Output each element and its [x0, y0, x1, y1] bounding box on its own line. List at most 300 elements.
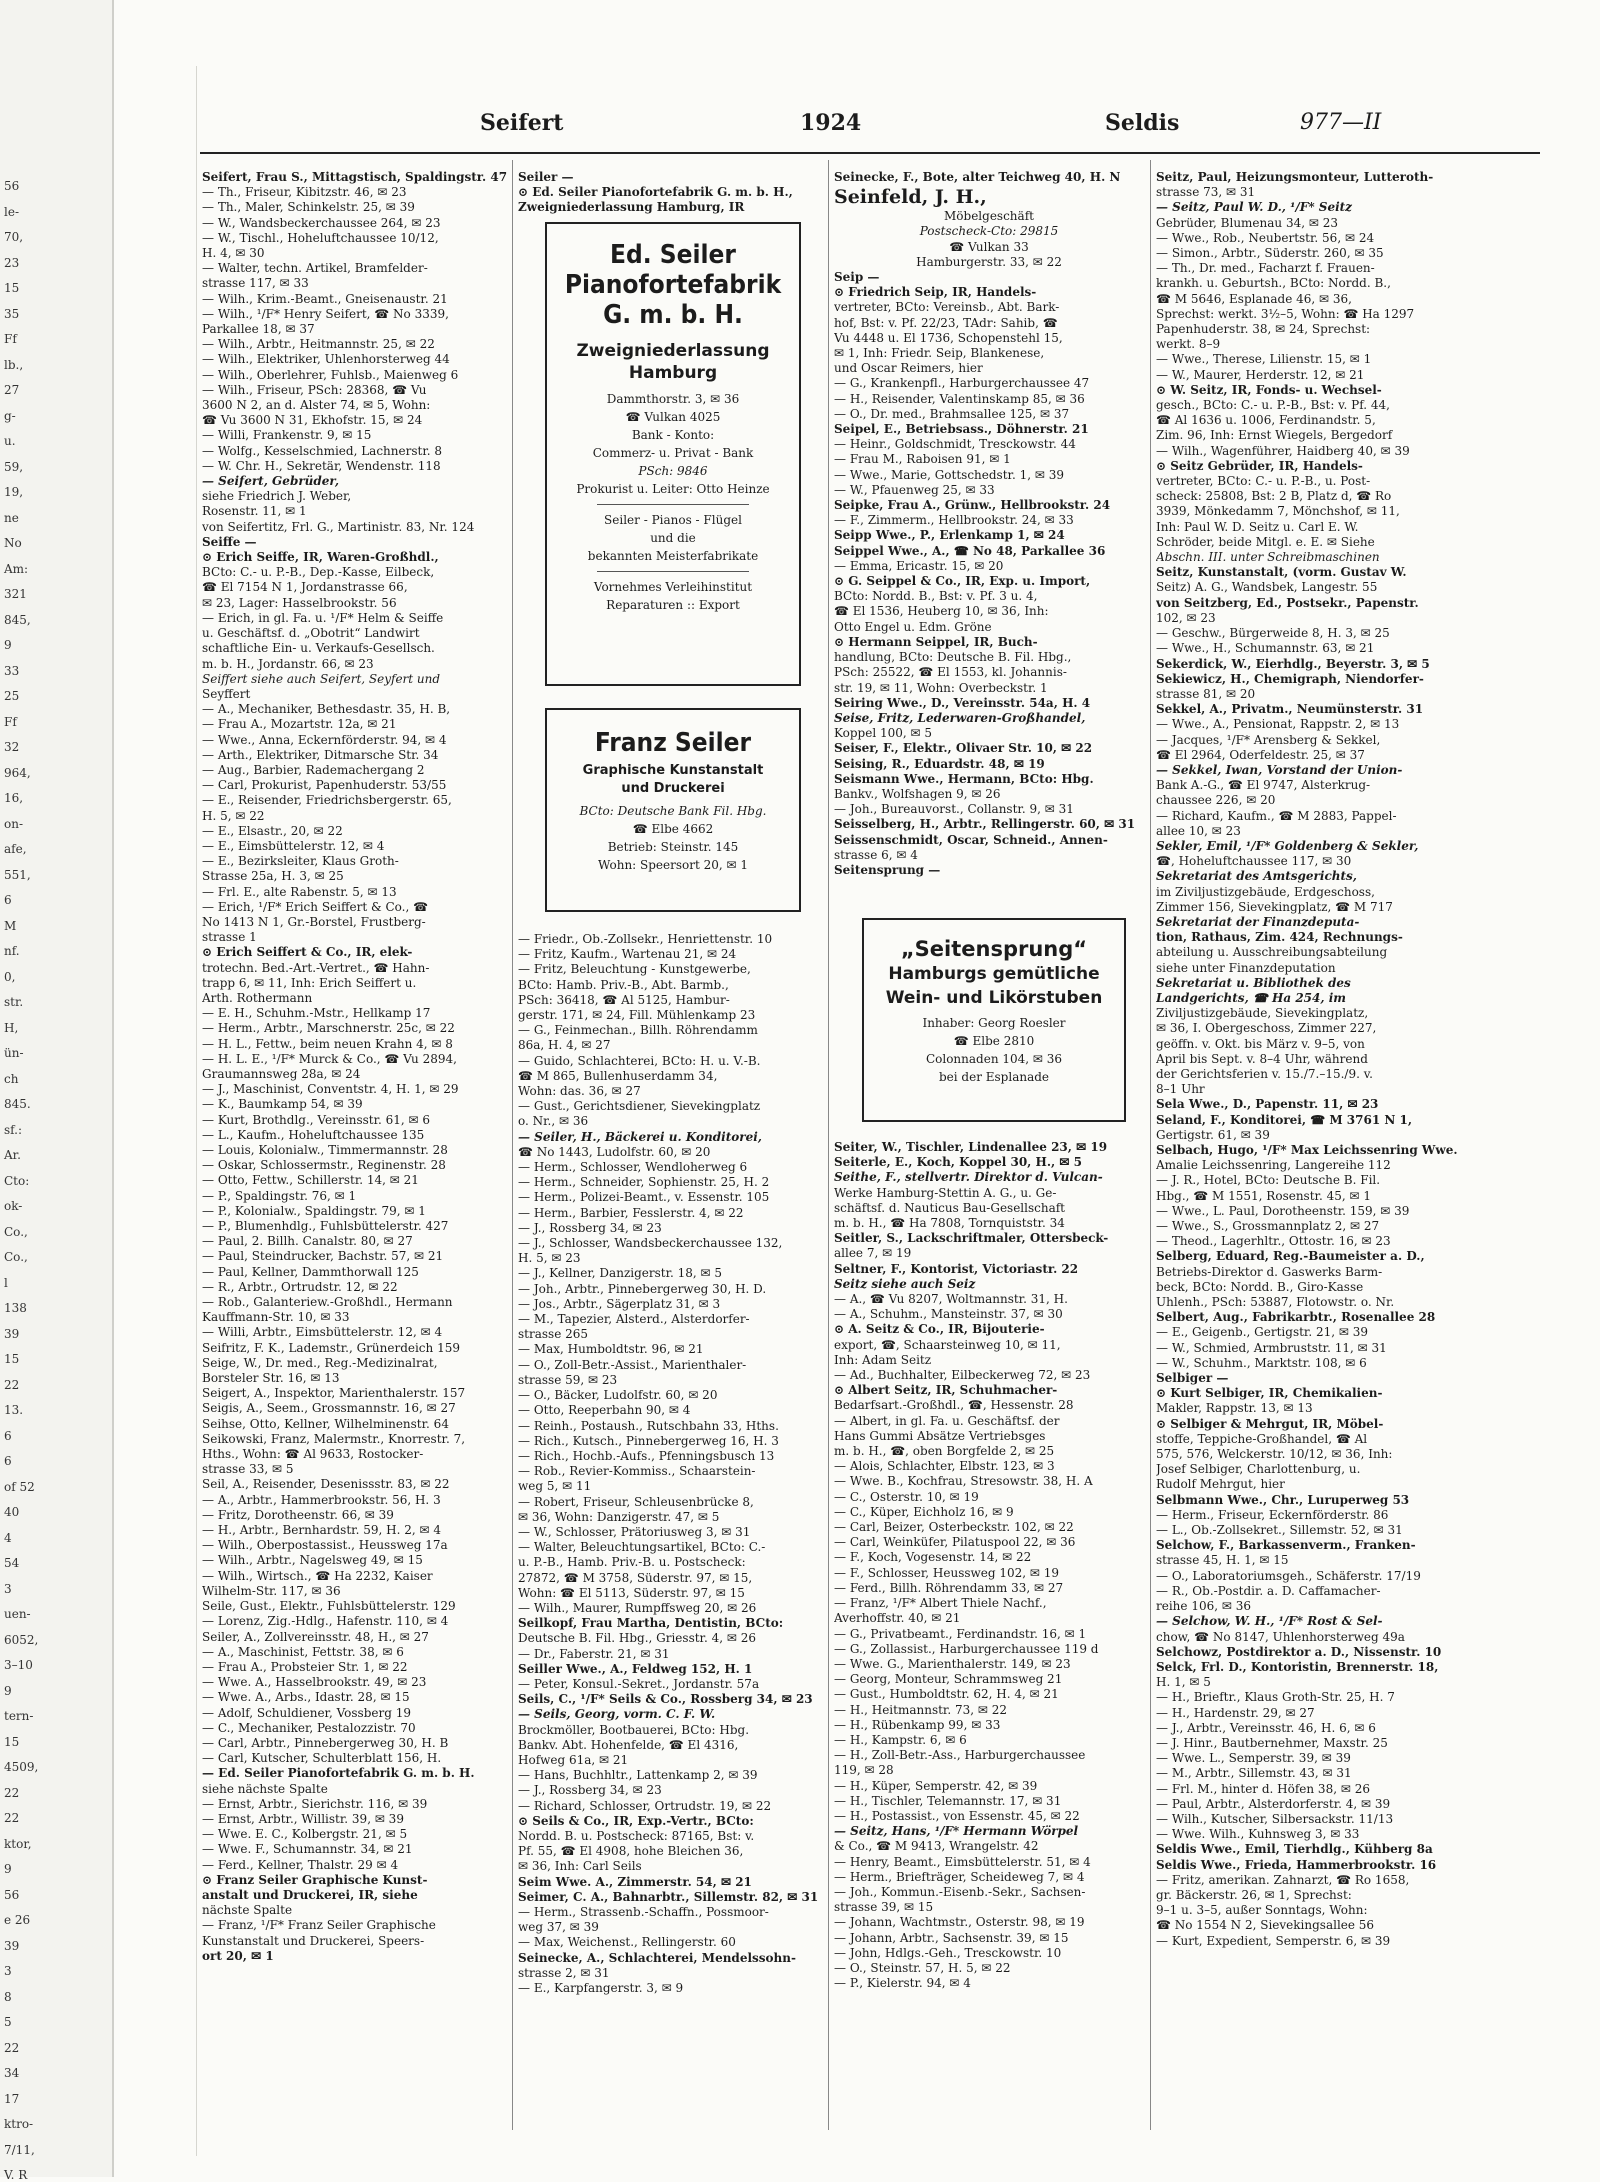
directory-entry: ☎ Al 1636 u. 1006, Ferdinandstr. 5, — [1156, 413, 1376, 428]
directory-entry: Seithe, F., stellvertr. Direktor d. Vulcan- — [834, 1170, 1103, 1185]
ad3-title-2: Hamburgs gemütliche — [888, 964, 1100, 984]
directory-entry: ⊙ Franz Seiler Graphische Kunst- — [202, 1872, 428, 1887]
margin-fragment: 15 — [4, 1734, 20, 1749]
directory-entry: — Louis, Kolonialw., Timmermannstr. 28 — [202, 1143, 448, 1157]
margin-fragment: l — [4, 1275, 8, 1290]
margin-fragment: 56 — [4, 1887, 20, 1902]
directory-entry: Seitensprung — — [834, 862, 941, 877]
directory-entry: BCto: Hamb. Priv.-B., Abt. Barmb., — [518, 977, 729, 992]
directory-entry: Hans Gummi Absätze Vertriebsges — [834, 1428, 1046, 1443]
directory-entry: — E., Bezirksleiter, Klaus Groth- — [202, 854, 399, 869]
directory-entry: — Simon., Arbtr., Süderstr. 260, ✉ 35 — [1156, 246, 1384, 261]
directory-entry: — Herm., Arbtr., Marschnerstr. 25c, ✉ 22 — [202, 1021, 455, 1036]
directory-entry: — Kurt, Expedient, Semperstr. 6, ✉ 39 — [1156, 1933, 1391, 1948]
directory-entry: — Wwe., Anna, Eckernförderstr. 94, ✉ 4 — [202, 732, 447, 747]
ad3-near: bei der Esplanade — [938, 1070, 1050, 1084]
margin-fragment: 3–10 — [4, 1658, 33, 1672]
directory-entry: ⊙ Kurt Selbiger, IR, Chemikalien- — [1156, 1386, 1383, 1401]
directory-entry: — H., Küper, Semperstr. 42, ✉ 39 — [834, 1778, 1038, 1793]
directory-entry: — Wwe., H., Schumannstr. 63, ✉ 21 — [1156, 641, 1375, 656]
margin-fragment: 32 — [4, 740, 20, 754]
directory-entry: Seitler, S., Lackschriftmaler, Ottersbeck- — [834, 1231, 1109, 1246]
directory-entry: Seim Wwe. A., Zimmerstr. 54, ✉ 21 — [518, 1874, 752, 1889]
directory-entry: Graumannsweg 28a, ✉ 24 — [202, 1066, 361, 1081]
directory-entry: — A., Mechaniker, Bethesdastr. 35, H. B, — [202, 702, 451, 717]
directory-entry: — H. L. E., ¹/F* Murck & Co., ☎ Vu 2894, — [202, 1051, 457, 1066]
directory-entry: Brockmöller, Bootbauerei, BCto: Hbg. — [518, 1722, 750, 1737]
directory-entry: — Friedr., Ob.-Zollsekr., Henriettenstr. 10 — [518, 932, 773, 946]
directory-entry: — Selchow, W. H., ¹/F* Rost & Sel- — [1156, 1614, 1383, 1629]
margin-fragment: ok- — [4, 1199, 23, 1213]
margin-fragment: sf.: — [4, 1122, 23, 1137]
margin-fragment: 35 — [4, 306, 20, 321]
directory-entry: — Joh., Bureauvorst., Collanstr. 9, ✉ 31 — [834, 802, 1074, 817]
directory-entry: Sprechst: werkt. 3½–5, Wohn: ☎ Ha 1297 — [1156, 306, 1415, 321]
directory-entry: — Wwe. E. C., Kolbergstr. 21, ✉ 5 — [202, 1827, 408, 1842]
directory-entry: str. 19, ✉ 11, Wohn: Overbeckstr. 1 — [834, 680, 1048, 695]
directory-entry: — J. Hinr., Bautbernehmer, Maxstr. 25 — [1156, 1735, 1388, 1750]
directory-entry: H. 5, ✉ 22 — [202, 808, 265, 823]
margin-fragment: No — [4, 536, 22, 550]
margin-fragment: 4 — [4, 1530, 12, 1545]
directory-entry: Bankv., Wolfshagen 9, ✉ 26 — [834, 786, 1001, 801]
directory-entry: m. b. H., Jordanstr. 66, ✉ 23 — [202, 656, 374, 671]
margin-fragment: of 52 — [4, 1479, 35, 1494]
directory-entry: Parkallee 18, ✉ 37 — [202, 322, 315, 337]
margin-fragment: M — [4, 918, 17, 933]
directory-entry: Kauffmann-Str. 10, ✉ 33 — [202, 1310, 350, 1325]
directory-entry: — Henry, Beamt., Eimsbüttelerstr. 51, ✉ 4 — [834, 1854, 1091, 1869]
margin-fragment: 3 — [4, 1964, 12, 1978]
directory-entry: scheck: 25808, Bst: 2 B, Platz d, ☎ Ro — [1156, 489, 1392, 504]
column-2-top — [518, 170, 828, 216]
directory-entry: — Wwe. A., Hasselbrookstr. 49, ✉ 23 — [202, 1675, 427, 1690]
directory-entry: strasse 265 — [518, 1327, 589, 1342]
directory-entry: Seiller Wwe., A., Feldweg 152, H. 1 — [518, 1661, 753, 1676]
directory-entry: — Fritz, Dorotheenstr. 66, ✉ 39 — [202, 1507, 394, 1522]
directory-entry: — Wwe., Therese, Lilienstr. 15, ✉ 1 — [1156, 352, 1372, 367]
directory-entry: im Ziviljustizgebäude, Erdgeschoss, — [1156, 884, 1375, 899]
directory-entry: schaftliche Ein- u. Verkaufs-Gesellsch. — [202, 641, 435, 656]
directory-entry: — Wilh., Maurer, Rumpffsweg 20, ✉ 26 — [518, 1600, 757, 1615]
column-separator — [1150, 160, 1151, 2130]
directory-entry: Seitz, Paul, Heizungsmonteur, Lutteroth- — [1156, 170, 1434, 184]
margin-fragment: 19, — [4, 485, 24, 499]
margin-fragment: 15 — [4, 281, 20, 295]
directory-entry: — Jos., Arbtr., Sägerplatz 31, ✉ 3 — [518, 1296, 721, 1311]
margin-fragment: V. R — [4, 2168, 28, 2182]
margin-fragment: Co., — [4, 1250, 28, 1264]
directory-entry: — J., Rossberg 34, ✉ 23 — [518, 1783, 662, 1798]
ad3-title-3: Wein- und Likörstuben — [885, 988, 1103, 1008]
directory-entry: — Peter, Konsul.-Sekret., Jordanstr. 57a — [518, 1676, 760, 1691]
margin-fragment: 4509, — [4, 1760, 39, 1774]
directory-entry: strasse 117, ✉ 33 — [202, 276, 309, 291]
margin-fragment: Cto: — [4, 1173, 30, 1188]
directory-entry: Seile, Gust., Elektr., Fuhlsbüttelerstr. 129 — [202, 1599, 456, 1614]
directory-entry: Seissenschmidt, Oscar, Schneid., Annen- — [834, 832, 1108, 847]
margin-fragment: tern- — [4, 1709, 34, 1723]
ad1-sub-1: Zweigniederlassung — [576, 341, 770, 361]
ad2-title: Franz Seiler — [594, 728, 752, 758]
directory-entry: H. 1, ✉ 5 — [1156, 1675, 1211, 1690]
directory-entry: — H., Hardenstr. 29, ✉ 27 — [1156, 1705, 1315, 1720]
directory-entry: strasse 59, ✉ 23 — [518, 1372, 618, 1387]
directory-entry: — W., Schuhm., Marktstr. 108, ✉ 6 — [1156, 1355, 1367, 1370]
directory-entry: — A., ☎ Vu 8207, Woltmannstr. 31, H. — [834, 1292, 1068, 1307]
directory-entry: — Wilh., Wirtsch., ☎ Ha 2232, Kaiser — [202, 1568, 433, 1583]
margin-fragment: 845, — [4, 612, 31, 627]
directory-entry: Nordd. B. u. Postscheck: 87165, Bst: v. — [518, 1828, 755, 1843]
directory-entry: — Jacques, ¹/F* Arensberg & Sekkel, — [1156, 732, 1381, 747]
directory-entry: — Franz, ¹/F* Franz Seiler Graphische — [202, 1918, 436, 1933]
margin-fragment: 39 — [4, 1938, 20, 1953]
directory-entry: siehe unter Finanzdeputation — [1156, 960, 1336, 975]
directory-entry: — Richard, Schlosser, Ortrudstr. 19, ✉ 22 — [518, 1798, 772, 1813]
directory-entry: Seitz) A. G., Wandsbek, Langestr. 55 — [1156, 580, 1378, 595]
directory-entry: & Co., ☎ M 9413, Wrangelstr. 42 — [834, 1839, 1039, 1854]
directory-entry: — Sekkel, Iwan, Vorstand der Union- — [1156, 762, 1403, 777]
directory-entry: ⊙ Albert Seitz, IR, Schuhmacher- — [834, 1383, 1058, 1398]
directory-entry: 575, 576, Welckerstr. 10/12, ✉ 36, Inh: — [1156, 1447, 1393, 1462]
directory-entry: export, ☎, Schaarsteinweg 10, ✉ 11, — [834, 1337, 1061, 1352]
directory-entry: — Wolfg., Kesselschmied, Lachnerstr. 8 — [202, 443, 442, 458]
directory-entry: — O., Zoll-Betr.-Assist., Marienthaler- — [518, 1357, 747, 1372]
directory-entry: — A., Maschinist, Fettstr. 38, ✉ 6 — [202, 1644, 404, 1659]
directory-entry: — Herm., Polizei-Beamt., v. Essenstr. 105 — [518, 1190, 770, 1205]
directory-entry: — O., Steinstr. 57, H. 5, ✉ 22 — [834, 1960, 1011, 1975]
directory-entry: — H., Brieftr., Klaus Groth-Str. 25, H. 7 — [1156, 1690, 1395, 1705]
directory-entry: Schröder, beide Mitgl. e. E. ✉ Siehe — [1156, 534, 1375, 549]
directory-entry: — O., Bäcker, Ludolfstr. 60, ✉ 20 — [518, 1388, 718, 1403]
directory-entry: — Carl, Weinküfer, Pilatuspool 22, ✉ 36 — [834, 1535, 1076, 1550]
directory-entry: — G., Privatbeamt., Ferdinandstr. 16, ✉ 1 — [834, 1626, 1087, 1641]
directory-entry: ✉ 36, Wohn: Danzigerstr. 47, ✉ 5 — [518, 1509, 720, 1524]
directory-entry: Pf. 55, ☎ El 4908, hohe Bleichen 36, — [518, 1844, 744, 1859]
directory-entry: Seldis Wwe., Emil, Tierhdlg., Kühberg 8a — [1156, 1842, 1433, 1857]
margin-fragment: 22 — [4, 2040, 20, 2055]
column-separator — [828, 160, 829, 2130]
directory-entry: — Fritz, Beleuchtung - Kunstgewerbe, — [518, 962, 751, 977]
directory-entry: Zweigniederlassung Hamburg, IR — [518, 200, 745, 215]
ad1-bank: Commerz- u. Privat - Bank — [592, 446, 754, 460]
directory-entry: ⊙ Seitz Gebrüder, IR, Handels- — [1156, 458, 1363, 473]
directory-entry: Sekretariat der Finanzdeputa- — [1156, 914, 1360, 929]
directory-entry: Bankv. Abt. Hohenfelde, ☎ El 4316, — [518, 1737, 739, 1752]
directory-entry: — Frau A., Mozartstr. 12a, ✉ 21 — [202, 717, 397, 732]
directory-entry: — Wwe., Rob., Neubertstr. 56, ✉ 24 — [1156, 230, 1375, 245]
ad2-bank: BCto: Deutsche Bank Fil. Hbg. — [579, 804, 767, 818]
directory-entry: — Fritz, Kaufm., Wartenau 21, ✉ 24 — [518, 947, 737, 962]
column-1 — [202, 170, 512, 1964]
margin-fragment: 551, — [4, 867, 31, 882]
directory-entry: tion, Rathaus, Zim. 424, Rechnungs- — [1156, 930, 1403, 945]
directory-entry: — Max, Weichenst., Rellingerstr. 60 — [518, 1935, 736, 1950]
directory-entry: — W., Maurer, Herderstr. 12, ✉ 21 — [1156, 367, 1365, 382]
directory-entry: — J., Schlosser, Wandsbeckerchaussee 132, — [518, 1236, 783, 1251]
page-number: 977—II — [1300, 110, 1382, 135]
directory-entry: — Wwe. L., Semperstr. 39, ✉ 39 — [1156, 1751, 1351, 1766]
ad1-rental: Vornehmes Verleihinstitut — [593, 580, 753, 594]
ad1-divider — [597, 571, 749, 572]
margin-fragment: on- — [4, 816, 24, 831]
directory-entry: — P., Blumenhdlg., Fuhlsbüttelerstr. 427 — [202, 1219, 449, 1234]
directory-entry: ☎ El 2964, Oderfeldestr. 25, ✉ 37 — [1156, 747, 1365, 762]
directory-entry: — G., Feinmechan., Billh. Röhrendamm — [518, 1023, 758, 1038]
directory-entry: — Franz, ¹/F* Albert Thiele Nachf., — [834, 1596, 1047, 1611]
directory-entry: Seilkopf, Frau Martha, Dentistin, BCto: — [518, 1616, 784, 1631]
page-header — [200, 110, 1540, 150]
margin-fragment: 0, — [4, 969, 16, 984]
directory-entry: — Alois, Schlachter, Elbstr. 123, ✉ 3 — [834, 1459, 1055, 1474]
directory-entry: — Wwe. A., Arbs., Idastr. 28, ✉ 15 — [202, 1690, 410, 1705]
directory-entry: — Carl, Arbtr., Pinnebergerweg 30, H. B — [202, 1735, 449, 1750]
margin-fragment: 845. — [4, 1097, 31, 1111]
directory-entry: Zim. 96, Inh: Ernst Wiegels, Bergedorf — [1156, 428, 1393, 443]
directory-entry: Seip — — [834, 270, 880, 285]
margin-fragment: g- — [4, 408, 16, 423]
margin-fragment: 59, — [4, 459, 24, 474]
margin-fragment: ün- — [4, 1046, 24, 1060]
directory-entry: Möbelgeschäft — [944, 209, 1034, 224]
ad2-sub-2: und Druckerei — [621, 781, 725, 796]
directory-entry: — Robert, Friseur, Schleusenbrücke 8, — [518, 1494, 754, 1509]
margin-fragment: H, — [4, 1020, 19, 1035]
directory-entry: — Richard, Kaufm., ☎ M 2883, Pappel- — [1156, 808, 1397, 823]
directory-entry: — Erich, ¹/F* Erich Seiffert & Co., ☎ — [202, 899, 429, 914]
ad1-sub-2: Hamburg — [628, 363, 718, 383]
directory-entry: — Frl. M., hinter d. Höfen 38, ✉ 26 — [1156, 1781, 1370, 1796]
directory-entry: — G., Krankenpfl., Harburgerchaussee 47 — [834, 376, 1090, 391]
directory-entry: Abschn. III. unter Schreibmaschinen — [1156, 550, 1380, 565]
directory-entry: — Herm., Strassenb.-Schaffn., Possmoor- — [518, 1905, 769, 1919]
margin-fragment: le- — [4, 204, 19, 219]
directory-entry: — Seifert, Gebrüder, — [202, 474, 340, 489]
margin-fragment: 27 — [4, 383, 20, 397]
directory-entry: Seismann Wwe., Hermann, BCto: Hbg. — [834, 771, 1094, 786]
directory-entry: Inh: Adam Seitz — [834, 1352, 932, 1367]
directory-entry: — E., Eimsbüttelerstr. 12, ✉ 4 — [202, 838, 385, 853]
directory-entry: Seigert, A., Inspektor, Marienthalerstr. 157 — [202, 1386, 466, 1401]
directory-entry: anstalt und Druckerei, IR, siehe — [202, 1887, 418, 1902]
directory-entry: ✉ 23, Lager: Hasselbrookstr. 56 — [202, 595, 397, 610]
directory-entry: Selbmann Wwe., Chr., Luruperweg 53 — [1156, 1492, 1410, 1507]
directory-entry: — Herm., Friseur, Eckernförderstr. 86 — [1156, 1507, 1389, 1522]
directory-entry: PSch: 36418, ☎ Al 5125, Hambur- — [518, 992, 730, 1007]
directory-entry: Wilhelm-Str. 117, ✉ 36 — [202, 1583, 341, 1598]
ad2-betrieb: Betrieb: Steinstr. 145 — [607, 840, 739, 854]
column-2-continued — [518, 932, 828, 1996]
directory-entry: Seiler, A., Zollvereinsstr. 48, H., ✉ 27 — [202, 1629, 429, 1644]
directory-entry: — Frau A., Probsteier Str. 1, ✉ 22 — [202, 1659, 408, 1674]
ad1-title-2: Pianofortefabrik — [564, 270, 782, 300]
directory-entry: Landgerichts, ☎ Ha 254, im — [1156, 990, 1346, 1005]
header-year: 1924 — [800, 110, 862, 136]
directory-entry: — Paul, Steindrucker, Bachstr. 57, ✉ 21 — [202, 1249, 444, 1264]
directory-entry: Sekkel, A., Privatm., Neumünsterstr. 31 — [1156, 702, 1424, 717]
directory-entry: Vu 4448 u. El 1736, Schopenstehl 15, — [834, 330, 1063, 345]
directory-entry: Gebrüder, Blumenau 34, ✉ 23 — [1156, 215, 1338, 230]
directory-entry: Bank A.-G., ☎ El 9747, Alsterkrug- — [1156, 778, 1371, 793]
directory-entry: — Seitz, Hans, ¹/F* Hermann Wörpel — [834, 1824, 1079, 1839]
directory-entry: Seipke, Frau A., Grünw., Hellbrookstr. 24 — [834, 498, 1111, 513]
margin-fragment: Ar. — [4, 1148, 21, 1162]
directory-entry: — Johann, Wachtmstr., Osterstr. 98, ✉ 19 — [834, 1915, 1085, 1930]
directory-entry: — P., Kielerstr. 94, ✉ 4 — [834, 1976, 971, 1991]
directory-entry: — H. L., Fettw., beim neuen Krahn 4, ✉ 8 — [202, 1036, 453, 1051]
directory-entry: 3939, Mönkedamm 7, Mönchshof, ✉ 11, — [1156, 504, 1400, 519]
directory-entry: Rosenstr. 11, ✉ 1 — [202, 504, 307, 519]
directory-entry: der Gerichtsferien v. 15./7.–15./9. v. — [1156, 1066, 1373, 1081]
directory-entry: — E., Elsastr., 20, ✉ 22 — [202, 823, 343, 838]
directory-entry: — J., Maschinist, Conventstr. 4, H. 1, ✉ 29 — [202, 1082, 459, 1097]
directory-entry: — K., Baumkamp 54, ✉ 39 — [202, 1097, 363, 1112]
directory-entry: — Ernst, Arbtr., Willistr. 39, ✉ 39 — [202, 1811, 404, 1826]
directory-entry: chaussee 226, ✉ 20 — [1156, 793, 1276, 808]
directory-entry: — Joh., Kommun.-Eisenb.-Sekr., Sachsen- — [834, 1884, 1086, 1899]
directory-entry: — Wwe. G., Marienthalerstr. 149, ✉ 23 — [834, 1656, 1071, 1671]
directory-entry: Makler, Rappstr. 13, ✉ 13 — [1156, 1401, 1313, 1416]
directory-entry: — J. R., Hotel, BCto: Deutsche B. Fil. — [1156, 1173, 1381, 1188]
directory-entry: Seipel, E., Betriebsass., Döhnerstr. 21 — [834, 422, 1089, 437]
directory-entry: — Ferd., Billh. Röhrendamm 33, ✉ 27 — [834, 1580, 1064, 1595]
directory-entry: — Carl, Kutscher, Schulterblatt 156, H. — [202, 1751, 442, 1766]
margin-fragment: 9 — [4, 1862, 12, 1876]
directory-entry: BCto: Nordd. B., Bst: v. Pf. 3 u. 4, — [834, 589, 1038, 604]
directory-entry: Borsteler Str. 16, ✉ 13 — [202, 1371, 340, 1386]
directory-entry: ☎ No 1443, Ludolfstr. 60, ✉ 20 — [518, 1144, 711, 1159]
directory-entry: — Wwe. Wilh., Kuhnsweg 3, ✉ 33 — [1156, 1827, 1360, 1842]
directory-entry: trotechn. Bed.-Art.-Vertret., ☎ Hahn- — [202, 960, 430, 975]
directory-entry: — E., Geigenb., Gertigstr. 21, ✉ 39 — [1156, 1325, 1369, 1340]
directory-entry: Arth. Rothermann — [202, 990, 313, 1005]
directory-entry: Averhoffstr. 40, ✉ 21 — [834, 1611, 961, 1626]
directory-entry: ⊙ Ed. Seiler Pianofortefabrik G. m. b. H., — [518, 185, 793, 200]
margin-fragment: 22 — [4, 1811, 20, 1825]
directory-entry: ⊙ Selbiger & Mehrgut, IR, Möbel- — [1156, 1416, 1384, 1431]
directory-entry: strasse 6, ✉ 4 — [834, 847, 918, 862]
ad1-prokurist: Prokurist u. Leiter: Otto Heinze — [576, 482, 770, 496]
directory-entry: Seiffe — — [202, 534, 257, 549]
directory-entry: Seising, R., Eduardstr. 48, ✉ 19 — [834, 756, 1045, 771]
directory-entry: u. P.-B., Hamb. Priv.-B. u. Postscheck: — [518, 1555, 746, 1570]
margin-fragment: nf. — [4, 944, 20, 958]
directory-entry: Seikowski, Franz, Malermstr., Knorrestr. 7, — [202, 1431, 466, 1446]
directory-entry: ☎ El 1536, Heuberg 10, ✉ 36, Inh: — [834, 604, 1049, 619]
margin-fragment: ktro- — [4, 2117, 34, 2131]
column-3 — [834, 170, 1144, 878]
directory-entry: gerstr. 171, ✉ 24, Fill. Mühlenkamp 23 — [518, 1008, 756, 1023]
directory-entry: und Oscar Reimers, hier — [834, 361, 983, 376]
directory-entry: beck, BCto: Nordd. B., Giro-Kasse — [1156, 1279, 1364, 1294]
directory-entry: abteilung u. Ausschreibungsabteilung — [1156, 945, 1388, 960]
directory-entry: strasse 45, H. 1, ✉ 15 — [1156, 1553, 1289, 1568]
directory-entry: Selbach, Hugo, ¹/F* Max Leichssenring Wwe. — [1156, 1143, 1458, 1157]
directory-entry: Koppel 100, ✉ 5 — [834, 726, 933, 741]
margin-fragment: 56 — [4, 179, 20, 193]
margin-fragment: Co., — [4, 1224, 28, 1239]
directory-entry: — E., Karpfangerstr. 3, ✉ 9 — [518, 1981, 684, 1996]
directory-entry: Seiring Wwe., D., Vereinsstr. 54a, H. 4 — [834, 695, 1091, 710]
directory-entry: Seyffert — [202, 686, 251, 701]
directory-entry: — Wilh., Kutscher, Silbersackstr. 11/13 — [1156, 1811, 1394, 1826]
ad1-products-2: und die — [650, 531, 696, 545]
margin-fragment: uen- — [4, 1607, 31, 1621]
directory-entry: — W., Schmied, Armbruststr. 11, ✉ 31 — [1156, 1340, 1387, 1355]
directory-entry: siehe nächste Spalte — [202, 1781, 328, 1796]
directory-entry: — Joh., Arbtr., Pinnebergerweg 30, H. D. — [518, 1281, 767, 1296]
directory-entry: — Rich., Hochb.-Aufs., Pfenningsbusch 13 — [518, 1448, 775, 1463]
directory-entry: Hbg., ☎ M 1551, Rosenstr. 45, ✉ 1 — [1156, 1188, 1371, 1203]
directory-entry: — Wilh., Oberpostassist., Heussweg 17a — [202, 1538, 448, 1553]
margin-fragment: 54 — [4, 1556, 20, 1570]
directory-entry: — Wwe., Marie, Gottschedstr. 1, ✉ 39 — [834, 467, 1064, 482]
directory-entry: Selbiger — — [1156, 1371, 1229, 1386]
header-right-keyword: Seldis — [1105, 110, 1180, 136]
directory-entry: — Dr., Faberstr. 21, ✉ 31 — [518, 1646, 670, 1661]
directory-entry: Zimmer 156, Sievekingplatz, ☎ M 717 — [1156, 899, 1393, 914]
directory-entry: Selchow, F., Barkassenverm., Franken- — [1156, 1538, 1416, 1553]
directory-entry: ⊙ A. Seitz & Co., IR, Bijouterie- — [834, 1322, 1045, 1337]
directory-entry: — C., Mechaniker, Pestalozzistr. 70 — [202, 1720, 416, 1735]
directory-entry: — Oskar, Schlossermstr., Reginenstr. 28 — [202, 1158, 446, 1173]
margin-fragment: str. — [4, 995, 24, 1009]
directory-entry: u. Geschäftsf. d. „Obotrit“ Landwirt — [202, 626, 420, 641]
directory-entry: — Wilh., Krim.-Beamt., Gneisenaustr. 21 — [202, 291, 448, 306]
directory-entry: m. b. H., ☎, oben Borgfelde 2, ✉ 25 — [834, 1444, 1055, 1459]
directory-entry: Sekretariat des Amtsgerichts, — [1156, 869, 1357, 884]
directory-entry: — Albert, in gl. Fa. u. Geschäftsf. der — [834, 1413, 1060, 1428]
directory-entry: — A., Arbtr., Hammerbrookstr. 56, H. 3 — [202, 1492, 441, 1507]
directory-entry: Wohn: ☎ El 5113, Süderstr. 97, ✉ 15 — [518, 1585, 745, 1600]
directory-entry: Selchowz, Postdirektor a. D., Nissenstr. 10 — [1156, 1644, 1442, 1659]
ad1-address: Dammthorstr. 3, ✉ 36 — [606, 392, 740, 406]
margin-fragment: 9 — [4, 638, 12, 652]
margin-fragment: afe, — [4, 842, 27, 856]
directory-entry: — W., Wandsbeckerchaussee 264, ✉ 23 — [202, 215, 441, 230]
margin-fragment: ktor, — [4, 1836, 32, 1851]
directory-entry: — J., Arbtr., Vereinsstr. 46, H. 6, ✉ 6 — [1156, 1720, 1376, 1735]
directory-entry: Kunstanstalt und Druckerei, Speers- — [202, 1933, 425, 1948]
directory-entry: strasse 33, ✉ 5 — [202, 1462, 294, 1477]
directory-entry: — C., Osterstr. 10, ✉ 19 — [834, 1489, 979, 1504]
ad1-title-3: G. m. b. H. — [603, 300, 743, 330]
directory-entry: ⊙ W. Seitz, IR, Fonds- u. Wechsel- — [1156, 382, 1382, 397]
directory-entry: — Max, Humboldtstr. 96, ✉ 21 — [518, 1342, 704, 1357]
directory-entry: — Wwe. F., Schumannstr. 34, ✉ 21 — [202, 1842, 413, 1857]
directory-entry: Selberg, Eduard, Reg.-Baumeister a. D., — [1156, 1249, 1425, 1264]
ad2-sub-1: Graphische Kunstanstalt — [582, 763, 764, 778]
margin-fragment: 70, — [4, 230, 24, 244]
directory-entry: ☎ El 7154 N 1, Jordanstrasse 66, — [202, 580, 408, 595]
directory-entry: Papenhuderstr. 38, ✉ 24, Sprechst: — [1156, 322, 1371, 337]
directory-entry: allee 10, ✉ 23 — [1156, 823, 1241, 838]
directory-entry: Seiffert siehe auch Seifert, Seyfert und — [202, 671, 441, 686]
directory-entry: — Seils, Georg, vorm. C. F. W. — [518, 1707, 716, 1722]
directory-entry: krankh. u. Geburtsh., BCto: Nordd. B., — [1156, 276, 1391, 291]
directory-entry: Deutsche B. Fil. Hbg., Griesstr. 4, ✉ 26 — [518, 1631, 756, 1646]
directory-entry: Amalie Leichssenring, Langereihe 112 — [1156, 1158, 1391, 1173]
directory-entry: Seige, W., Dr. med., Reg.-Medizinalrat, — [202, 1355, 438, 1370]
directory-entry: — F., Schlosser, Heussweg 102, ✉ 19 — [834, 1565, 1060, 1580]
directory-entry: strasse 73, ✉ 31 — [1156, 185, 1256, 200]
margin-fragment: 5 — [4, 2015, 12, 2029]
directory-entry: — O., Laboratoriumsgeh., Schäferstr. 17/19 — [1156, 1568, 1421, 1583]
directory-entry: — W., Schlosser, Prätoriusweg 3, ✉ 31 — [518, 1524, 751, 1539]
margin-fragment: u. — [4, 434, 16, 448]
directory-entry: — Rich., Kutsch., Pinnebergerweg 16, H. 3 — [518, 1433, 779, 1448]
directory-entry: Werke Hamburg-Stettin A. G., u. Ge- — [834, 1185, 1057, 1200]
